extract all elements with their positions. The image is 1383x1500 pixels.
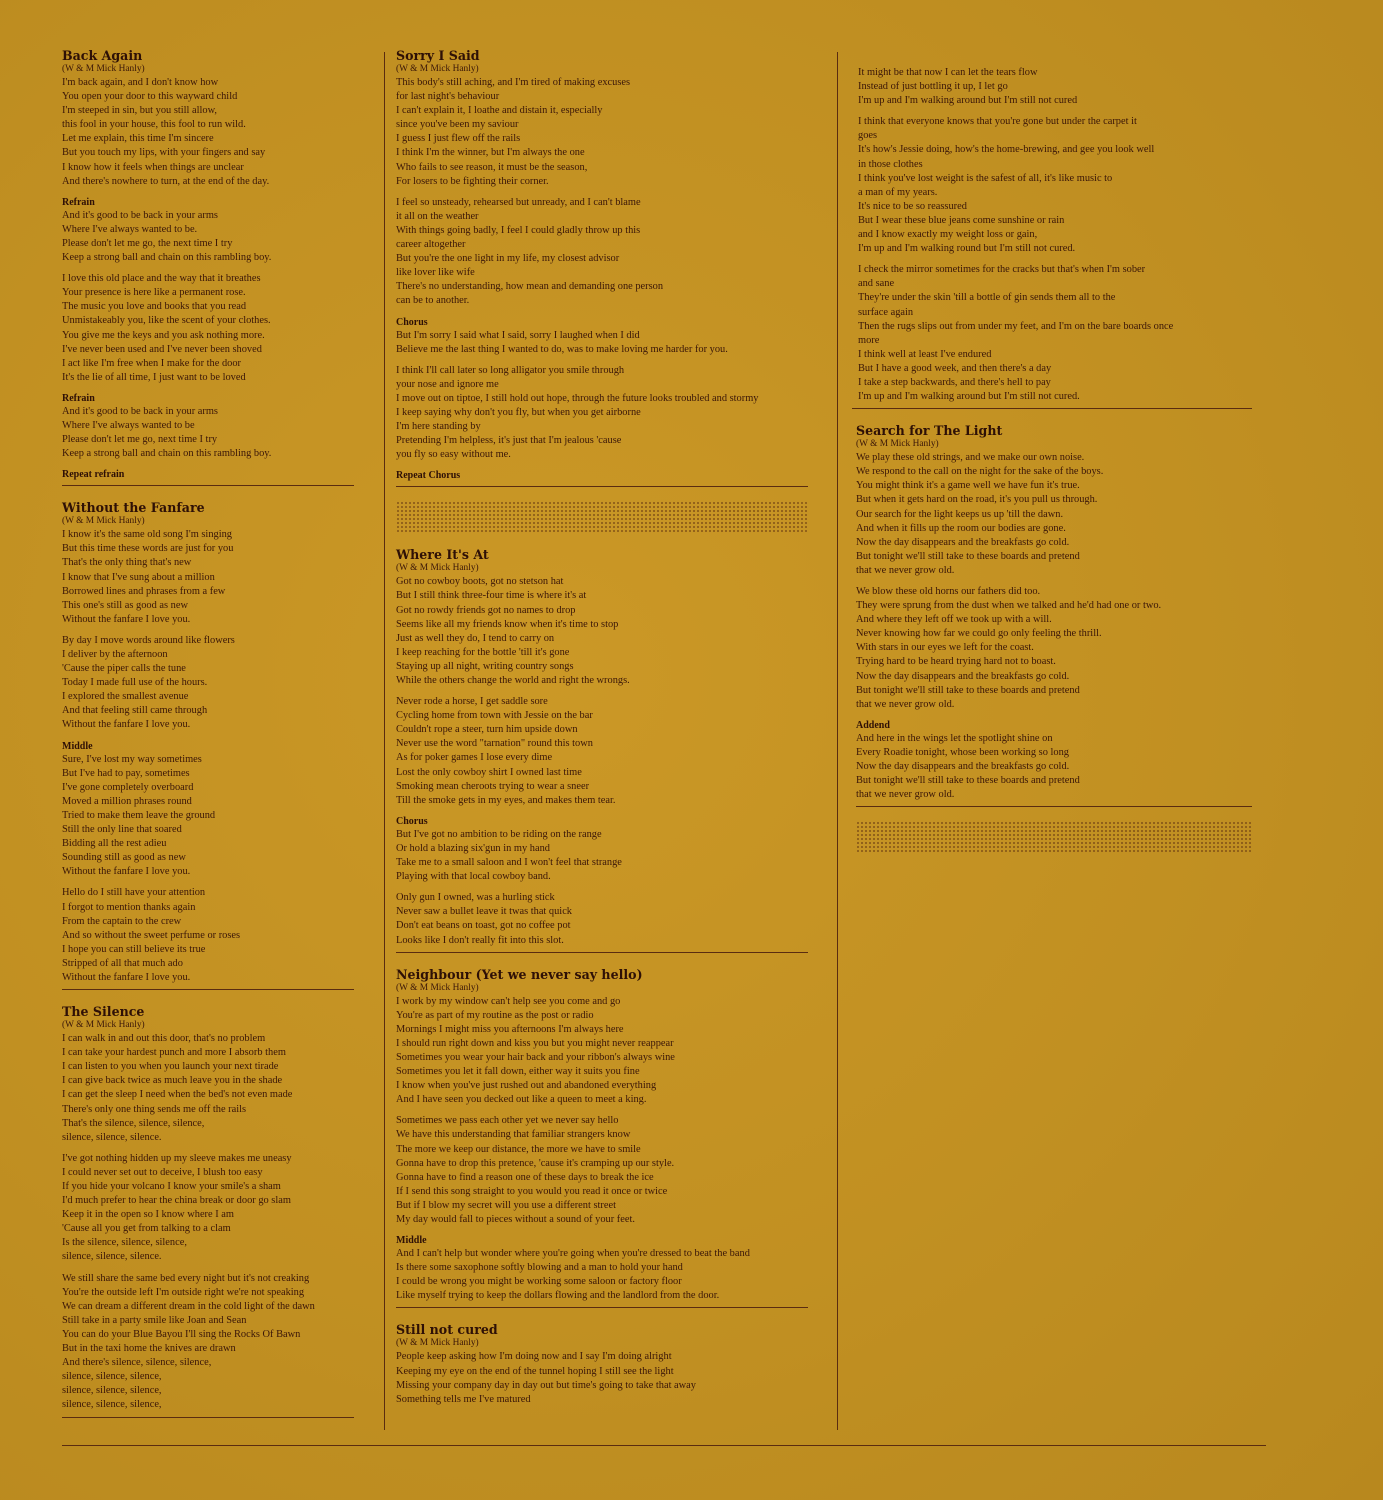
lyric-line: I could never set out to deceive, I blush too easy	[62, 1166, 263, 1178]
refrain	[62, 209, 354, 265]
lyric-line: Now the day disappears and the breakfasts go cold.	[856, 670, 1070, 682]
lyric-line: I can't explain it, I loathe and distain it, especially	[396, 105, 603, 117]
lyric-line: But you're the one light in my life, my closest advisor	[396, 253, 620, 265]
column-divider-right	[837, 52, 838, 1430]
lyric-line: And so without the sweet perfume or roses	[62, 929, 241, 941]
lyric-line: Mornings I might miss you afternoons I'm always here	[396, 1023, 624, 1035]
lyric-line: Like myself trying to keep the dollars flowing and the landlord from the door.	[396, 1290, 720, 1302]
verse	[396, 995, 808, 1108]
lyric-line: I keep saying why don't you fly, but when you get airborne	[396, 406, 641, 418]
song-back-again	[62, 48, 354, 486]
lyric-line: I've got nothing hidden up my sleeve makes me uneasy	[62, 1152, 292, 1164]
lyric-line: Take me to a small saloon and I won't feel that strange	[396, 857, 622, 869]
song-credit: (W & M Mick Hanly)	[62, 64, 145, 74]
column-divider-left	[384, 52, 385, 1430]
lyric-line: My day would fall to pieces without a sound of your feet.	[396, 1214, 635, 1225]
lyric-line: They're under the skin 'till a bottle of gin sends them all to the	[858, 292, 1116, 304]
lyric-line: I think I'm the winner, but I'm always the one	[396, 147, 585, 159]
lyric-line: Is the silence, silence, silence,	[62, 1237, 187, 1249]
song-credit: (W & M Mick Hanly)	[396, 64, 479, 74]
lyric-line: that we never grow old.	[856, 698, 955, 710]
lyric-line: Sounding still as good as new	[62, 852, 186, 864]
lyric-line: We blow these old horns our fathers did too.	[856, 586, 1041, 597]
lyric-line: But you touch my lips, with your fingers and say	[62, 147, 266, 159]
lyric-line: But when it gets hard on the road, it's you pull us through.	[856, 494, 1098, 506]
lyric-line: I work by my window can't help see you come and go	[396, 995, 621, 1007]
lyric-line: Sure, I've lost my way sometimes	[62, 753, 202, 765]
lyric-line: Today I made full use of the hours.	[62, 677, 208, 689]
lyric-line: I'm up and I'm walking around but I'm still not cured.	[858, 391, 1080, 403]
lyric-line: Never knowing how far we could go only feeling the thrill.	[856, 628, 1102, 640]
lyric-line: If you hide your volcano I know your smile's a sham	[62, 1181, 281, 1192]
verse	[396, 196, 808, 309]
lyric-line: This one's still as good as new	[62, 599, 188, 611]
lyric-line: I can get the sleep I need when the bed's not even made	[62, 1089, 293, 1101]
verse	[62, 1032, 354, 1145]
lyric-line: Without the fanfare I love you.	[62, 971, 191, 983]
lyric-line: For losers to be fighting their corner.	[396, 175, 549, 187]
lyric-line: Believe me the last thing I wanted to do, was to make loving me harder for you.	[396, 343, 728, 355]
verse	[852, 263, 1252, 404]
repeat-chorus-label: Repeat Chorus	[396, 470, 461, 482]
lyric-line: for last night's behaviour	[396, 91, 500, 103]
verse	[62, 634, 354, 733]
lyric-line: But I've got no ambition to be riding on the range	[396, 828, 602, 840]
lyric-line: Or hold a blazing six'gun in my hand	[396, 842, 550, 854]
song-where-its-at	[396, 547, 808, 952]
song-the-silence	[62, 1004, 354, 1417]
lyric-line: I think that everyone knows that you're gone but under the carpet it	[858, 116, 1137, 128]
song-rule	[856, 806, 1252, 807]
lyric-line: Trying hard to be heard trying hard not to boast.	[856, 656, 1056, 668]
song-title: Search for The Light	[856, 423, 1003, 439]
lyric-line: I can walk in and out this door, that's no problem	[62, 1033, 266, 1045]
lyric-line: it all on the weather	[396, 210, 479, 222]
lyric-line: Without the fanfare I love you.	[62, 866, 191, 878]
lyric-line: Where I've always wanted to be	[62, 419, 195, 431]
lyric-line: this fool in your house, this fool to run wild.	[62, 119, 246, 131]
lyric-line: I'm up and I'm walking round but I'm still not cured.	[858, 243, 1076, 255]
lyric-line: And here in the wings let the spotlight shine on	[856, 732, 1053, 744]
lyric-line: You're as part of my routine as the post or radio	[396, 1009, 594, 1021]
verse	[62, 528, 354, 627]
lyric-line: It's how's Jessie doing, how's the home-brewing, and gee you look well	[858, 144, 1155, 156]
lyric-line: I'm here standing by	[396, 421, 481, 433]
lyric-line: You give me the keys and you ask nothing more.	[62, 329, 265, 341]
lyric-line: I feel so unsteady, rehearsed but unready, and I can't blame	[396, 196, 641, 208]
song-still-not-cured	[396, 1322, 808, 1406]
lyric-line: Let me explain, this time I'm sincere	[62, 133, 214, 145]
lyric-line: You open your door to this wayward child	[62, 91, 238, 103]
lyric-line: Got no rowdy friends got no names to drop	[396, 604, 576, 616]
lyric-line: Missing your company day in day out but time's going to take that away	[396, 1379, 696, 1391]
lyric-line: Never use the word "tarnation" round this town	[396, 738, 593, 750]
verse	[62, 1272, 354, 1413]
lyric-line: Something tells me I've matured	[396, 1393, 531, 1405]
song-still-not-cured-continued	[852, 66, 1252, 409]
lyric-line: silence, silence, silence,	[62, 1371, 162, 1383]
lyric-line: I'm back again, and I don't know how	[62, 77, 219, 88]
lyric-line: I can take your hardest punch and more I absorb them	[62, 1047, 286, 1059]
lyric-line: You're the outside left I'm outside right we're not speaking	[62, 1286, 305, 1298]
song-title: Where It's At	[396, 547, 489, 563]
bottom-rule	[62, 1445, 1266, 1446]
lyric-line: But tonight we'll still take to these boards and pretend	[856, 684, 1080, 696]
song-title: Neighbour (Yet we never say hello)	[396, 966, 643, 982]
lyric-line: Every Roadie tonight, whose been working so long	[856, 746, 1069, 758]
song-rule	[396, 486, 808, 487]
lyric-line: But I wear these blue jeans come sunshine or rain	[858, 214, 1065, 226]
lyric-line: We play these old strings, and we make our own noise.	[856, 452, 1085, 464]
lyric-line: Tried to make them leave the ground	[62, 809, 216, 821]
lyric-line: I'm steeped in sin, but you still allow,	[62, 105, 218, 117]
lyric-line: silence, silence, silence,	[62, 1399, 162, 1411]
lyric-line: I've gone completely overboard	[62, 781, 194, 793]
verse	[396, 891, 808, 947]
lyric-line: If I send this song straight to you would you read it once or twice	[396, 1185, 668, 1197]
lyric-line: But tonight we'll still take to these boards and pretend	[856, 550, 1080, 562]
lyric-line: 'Cause the piper calls the tune	[62, 663, 186, 675]
lyric-line: I should run right down and kiss you but you might never reappear	[396, 1037, 674, 1049]
song-credit: (W & M Mick Hanly)	[396, 1338, 479, 1349]
lyric-line: Who fails to see reason, it must be the season,	[396, 161, 588, 173]
song-credit: (W & M Mick Hanly)	[856, 439, 939, 450]
lyric-line: We can dream a different dream in the cold light of the dawn	[62, 1300, 315, 1312]
lyric-line: you fly so easy without me.	[396, 449, 511, 461]
lyric-line: can be to another.	[396, 295, 470, 307]
lyric-line: You might think it's a game well we have fun it's true.	[856, 480, 1080, 492]
lyric-line: I know when you've just rushed out and abandoned everything	[396, 1080, 657, 1092]
lyric-line: 'Cause all you get from talking to a clam	[62, 1223, 231, 1235]
section-label: Refrain	[62, 196, 95, 208]
lyric-line: Please don't let me go, the next time I try	[62, 237, 233, 249]
lyric-line: I think you've lost weight is the safest of all, it's like music to	[858, 172, 1113, 184]
lyric-line: like lover like wife	[396, 267, 475, 279]
section-label: Chorus	[396, 815, 428, 827]
verse	[62, 886, 354, 985]
lyric-line: I explored the smallest avenue	[62, 691, 189, 703]
lyric-line: Sometimes you wear your hair back and your ribbon's always wine	[396, 1051, 675, 1063]
section-label: Middle	[396, 1235, 427, 1247]
lyric-line: in those clothes	[858, 158, 923, 170]
lyric-line: I act like I'm free when I make for the door	[62, 357, 242, 369]
lyric-line: I forgot to mention thanks again	[62, 901, 196, 913]
lyric-line: There's only one thing sends me off the rails	[62, 1103, 247, 1115]
verse	[856, 451, 1252, 578]
verse	[852, 66, 1252, 108]
verse	[62, 76, 354, 189]
lyric-line: As for poker games I lose every dime	[396, 752, 553, 764]
song-rule	[62, 1417, 354, 1418]
verse	[396, 1114, 808, 1227]
lyric-line: I check the mirror sometimes for the cracks but that's when I'm sober	[858, 264, 1146, 276]
lyric-line: Your presence is here like a permanent rose.	[62, 287, 246, 299]
lyric-line: Please don't let me go, next time I try	[62, 434, 218, 446]
lyric-line: Hello do I still have your attention	[62, 887, 206, 899]
lyric-line: But in the taxi home the knives are drawn	[62, 1343, 236, 1355]
lyric-line: Never rode a horse, I get saddle sore	[396, 696, 548, 708]
lyric-line: I guess I just flew off the rails	[396, 133, 521, 145]
lyric-line: I can listen to you when you launch your next tirade	[62, 1061, 279, 1073]
section-label: Addend	[856, 719, 890, 731]
song-title: Without the Fanfare	[62, 500, 205, 516]
lyric-line: Keep a strong ball and chain on this rambling boy.	[62, 448, 272, 460]
song-search-for-the-light	[852, 423, 1252, 853]
verse	[62, 1152, 354, 1265]
verse	[856, 585, 1252, 712]
lyric-line: That's the only thing that's new	[62, 557, 192, 569]
song-credit: (W & M Mick Hanly)	[62, 1020, 145, 1031]
lyric-line: I take a step backwards, and there's hell to pay	[858, 376, 1051, 388]
lyric-line: There's no understanding, how mean and demanding one person	[396, 281, 664, 293]
lyric-line: We still share the same bed every night but it's not creaking	[62, 1272, 310, 1284]
lyric-line: Pretending I'm helpless, it's just that I'm jealous 'cause	[396, 435, 622, 447]
lyric-line: Never saw a bullet leave it twas that quick	[396, 906, 573, 918]
lyric-line: Still the only line that soared	[62, 824, 182, 836]
lyric-line: I think well at least I've endured	[858, 348, 992, 360]
refrain	[62, 405, 354, 461]
halftone-band	[856, 821, 1252, 853]
lyric-line: It might be that now I can let the tears flow	[858, 67, 1038, 78]
lyric-line: Staying up all night, writing country songs	[396, 660, 574, 672]
lyric-line: They were sprung from the dust when we talked and he'd had one or two.	[856, 600, 1162, 612]
lyric-line: Is there some saxophone softly blowing and a man to hold your hand	[396, 1262, 683, 1274]
lyric-line: And it's good to be back in your arms	[62, 405, 218, 417]
lyric-line: I know that I've sung about a million	[62, 571, 215, 583]
song-without-the-fanfare	[62, 500, 354, 990]
chorus	[396, 828, 808, 884]
lyric-line: I keep reaching for the bottle 'till it's gone	[396, 646, 570, 658]
lyric-line: I can give back twice as much leave you in the shade	[62, 1075, 283, 1087]
song-title: Still not cured	[396, 1322, 498, 1338]
lyric-line: since you've been my saviour	[396, 119, 519, 131]
lyric-line: Got no cowboy boots, got no stetson hat	[396, 576, 564, 588]
lyric-line: I hope you can still believe its true	[62, 943, 206, 955]
lyric-line: Cycling home from town with Jessie on the bar	[396, 710, 593, 722]
lyric-line: While the others change the world and right the wrongs.	[396, 675, 630, 686]
lyric-line: Seems like all my friends know when it's time to stop	[396, 618, 619, 630]
lyric-line: Without the fanfare I love you.	[62, 719, 191, 731]
addend	[856, 732, 1252, 802]
lyric-line: Now the day disappears and the breakfasts go cold.	[856, 761, 1070, 773]
lyric-line: I know how it feels when things are unclear	[62, 161, 244, 173]
lyric-line: I move out on tiptoe, I still hold out hope, through the future looks troubled and stormy	[396, 392, 759, 404]
column-1	[62, 48, 354, 1418]
lyric-line: And there's nowhere to turn, at the end of the day.	[62, 175, 270, 187]
verse	[852, 115, 1252, 256]
column-2	[396, 48, 808, 1407]
lyric-line: Then the rugs slips out from under my feet, and I'm on the bare boards once	[858, 320, 1174, 332]
lyric-line: Now the day disappears and the breakfasts go cold.	[856, 536, 1070, 548]
lyric-line: Just as well they do, I tend to carry on	[396, 632, 555, 644]
song-sorry-i-said	[396, 48, 808, 533]
lyric-line: Till the smoke gets in my eyes, and makes them tear.	[396, 794, 616, 806]
lyric-line: That's the silence, silence, silence,	[62, 1117, 205, 1129]
section-label: Chorus	[396, 316, 428, 328]
lyric-line: Instead of just bottling it up, I let go	[858, 81, 1008, 93]
lyric-line: Our search for the light keeps us up 'till the dawn.	[856, 508, 1064, 520]
song-credit: (W & M Mick Hanly)	[396, 982, 479, 993]
lyric-line: And I have seen you decked out like a queen to meet a king.	[396, 1094, 647, 1106]
lyric-line: Stripped of all that much ado	[62, 957, 183, 969]
verse	[396, 695, 808, 808]
lyric-line: your nose and ignore me	[396, 378, 499, 390]
lyric-line: I deliver by the afternoon	[62, 649, 168, 660]
lyric-line: and I know exactly my weight loss or gain,	[858, 229, 1038, 241]
lyric-line: You can do your Blue Bayou I'll sing the Rocks Of Bawn	[62, 1328, 301, 1340]
lyric-line: Sometimes we pass each other yet we never say hello	[396, 1115, 619, 1127]
lyric-line: silence, silence, silence.	[62, 1131, 162, 1143]
song-neighbour	[396, 967, 808, 1309]
lyric-line: Playing with that local cowboy band.	[396, 871, 551, 883]
lyric-line: But I have a good week, and then there's a day	[858, 362, 1052, 374]
lyric-line: more	[858, 334, 880, 346]
verse	[396, 1350, 808, 1406]
lyric-line: Couldn't rope a steer, turn him upside down	[396, 724, 578, 736]
lyric-line: From the captain to the crew	[62, 915, 182, 927]
lyric-line: But tonight we'll still take to these boards and pretend	[856, 775, 1080, 787]
lyric-line: The more we keep our distance, the more we have to smile	[396, 1143, 641, 1155]
lyric-line: But I still think three-four time is where it's at	[396, 590, 587, 602]
verse	[396, 575, 808, 688]
lyric-line: Sometimes you let it fall down, either way it suits you fine	[396, 1066, 640, 1078]
lyric-line: Unmistakeably you, like the scent of your clothes.	[62, 315, 271, 327]
chorus	[396, 329, 808, 357]
lyric-line: Gonna have to find a reason one of these days to break the ice	[396, 1171, 654, 1183]
lyric-line: I think I'll call later so long alligator you smile through	[396, 364, 625, 376]
lyric-line: It's nice to be so reassured	[858, 200, 967, 212]
verse	[62, 272, 354, 385]
lyric-line: I'm up and I'm walking around but I'm still not cured	[858, 95, 1078, 107]
song-title: The Silence	[62, 1004, 145, 1020]
lyric-line: Only gun I owned, was a hurling stick	[396, 892, 555, 904]
lyric-line: Borrowed lines and phrases from a few	[62, 585, 226, 597]
lyric-line: Smoking mean cheroots trying to wear a sneer	[396, 780, 590, 792]
song-credit: (W & M Mick Hanly)	[396, 563, 479, 574]
lyric-line: We respond to the call on the night for the sake of the boys.	[856, 466, 1104, 478]
lyric-line: And I can't help but wonder where you're going when you're dressed to beat the band	[396, 1248, 750, 1260]
section-label: Refrain	[62, 392, 95, 404]
lyric-line: And it's good to be back in your arms	[62, 209, 218, 221]
column-3	[852, 66, 1252, 853]
song-title: Back Again	[62, 48, 143, 63]
lyric-line: career altogether	[396, 239, 466, 251]
section-label: Middle	[62, 740, 93, 752]
lyric-line: But this time these words are just for you	[62, 543, 234, 555]
lyric-line: By day I move words around like flowers	[62, 634, 235, 646]
lyric-line: I'd much prefer to hear the china break or door go slam	[62, 1195, 291, 1207]
halftone-band	[396, 501, 808, 533]
verse	[396, 364, 808, 463]
lyric-line: But I'm sorry I said what I said, sorry I laughed when I did	[396, 329, 640, 341]
lyric-line: silence, silence, silence.	[62, 1251, 162, 1263]
lyric-line: Without the fanfare I love you.	[62, 613, 191, 625]
song-credit: (W & M Mick Hanly)	[62, 516, 145, 527]
lyric-line: Looks like I don't really fit into this slot.	[396, 934, 564, 946]
middle	[396, 1247, 808, 1303]
lyric-line: Lost the only cowboy shirt I owned last time	[396, 766, 582, 778]
lyric-line: Where I've always wanted to be.	[62, 223, 198, 235]
repeat-refrain-label: Repeat refrain	[62, 469, 125, 481]
lyric-line: Bidding all the rest adieu	[62, 838, 167, 850]
lyric-line: But I've had to pay, sometimes	[62, 767, 190, 779]
lyric-line: silence, silence, silence,	[62, 1385, 162, 1397]
lyric-line: Keeping my eye on the end of the tunnel hoping I still see the light	[396, 1365, 674, 1377]
lyric-line: With things going badly, I feel I could gladly throw up this	[396, 224, 641, 236]
lyric-line: goes	[858, 130, 878, 142]
lyric-line: Keep it in the open so I know where I am	[62, 1209, 234, 1221]
lyric-line: With stars in our eyes we left for the coast.	[856, 642, 1034, 654]
lyric-line: And where they left off we took up with a will.	[856, 614, 1052, 626]
lyric-line: Keep a strong ball and chain on this rambling boy.	[62, 252, 272, 264]
lyric-line: And when it fills up the room our bodies are gone.	[856, 522, 1066, 534]
lyric-line: We have this understanding that familiar strangers know	[396, 1129, 631, 1141]
lyric-line: Don't eat beans on toast, got no coffee pot	[396, 920, 571, 932]
lyric-line: and sane	[858, 278, 895, 290]
lyric-line: Gonna have to drop this pretence, 'cause it's cramping up our style.	[396, 1157, 675, 1169]
lyric-line: I love this old place and the way that it breathes	[62, 273, 261, 285]
lyric-line: It's the lie of all time, I just want to be loved	[62, 371, 246, 383]
verse	[396, 76, 808, 189]
lyric-line: The music you love and books that you read	[62, 301, 247, 313]
lyric-line: People keep asking how I'm doing now and I say I'm doing alright	[396, 1351, 672, 1363]
lyric-line: Moved a million phrases round	[62, 795, 192, 807]
lyric-line: Still take in a party smile like Joan and Sean	[62, 1314, 247, 1326]
lyric-line: surface again	[858, 306, 914, 318]
lyric-line: And there's silence, silence, silence,	[62, 1357, 212, 1369]
song-title: Sorry I Said	[396, 48, 480, 63]
lyric-line: I know it's the same old song I'm singing	[62, 529, 232, 541]
lyric-line: that we never grow old.	[856, 564, 955, 576]
lyric-line: a man of my years.	[858, 186, 938, 198]
lyric-line: that we never grow old.	[856, 789, 955, 801]
lyric-line: I've never been used and I've never been shoved	[62, 343, 262, 355]
lyric-line: This body's still aching, and I'm tired of making excuses	[396, 77, 631, 88]
lyric-line: But if I blow my secret will you use a different street	[396, 1199, 616, 1211]
lyric-line: I could be wrong you might be working some saloon or factory floor	[396, 1276, 682, 1288]
lyric-line: And that feeling still came through	[62, 705, 208, 717]
middle	[62, 753, 354, 880]
